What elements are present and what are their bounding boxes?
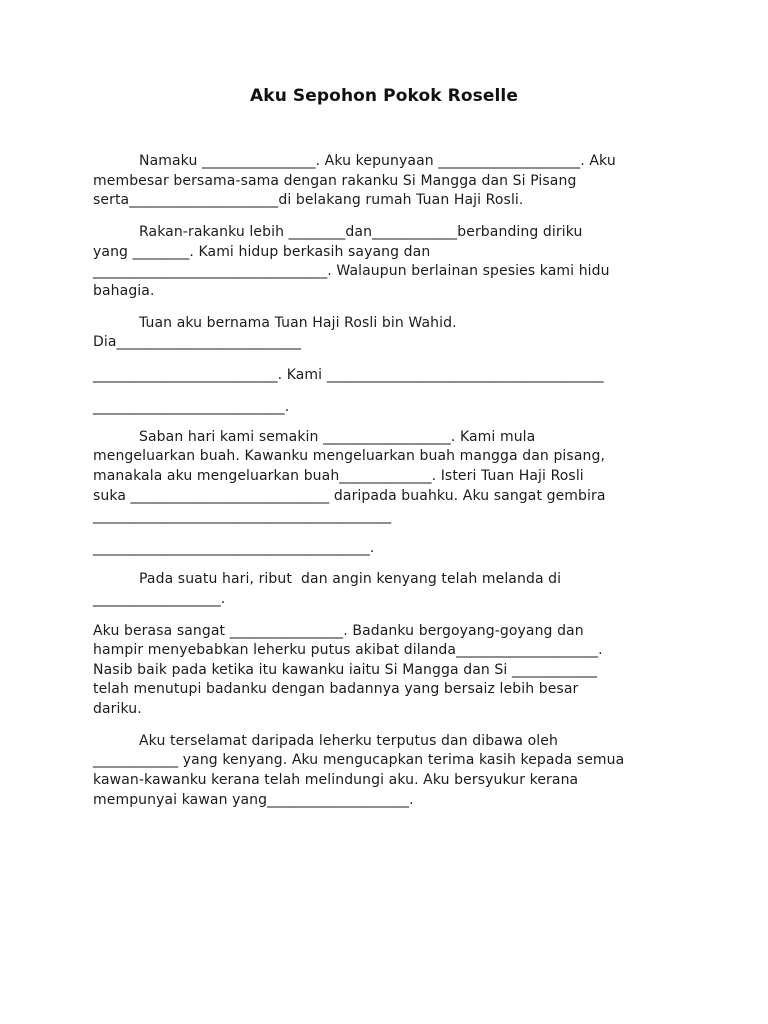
text-line: __________________. xyxy=(93,591,226,607)
text-line: Pada suatu hari, ribut dan angin kenyang telah melanda di xyxy=(139,571,562,587)
text-line: __________________________________________ xyxy=(93,508,392,524)
text-line: dariku. xyxy=(93,701,142,717)
text-line: __________________________. Kami _______________________________________ xyxy=(93,367,604,383)
text-line: Rakan-rakanku lebih ________dan____________berbanding diriku xyxy=(139,224,583,240)
text-line: kawan-kawanku kerana telah melindungi aku. Aku bersyukur kerana xyxy=(93,772,579,788)
text-line: suka ____________________________ daripada buahku. Aku sangat gembira xyxy=(93,488,606,504)
text-line: serta_____________________di belakang rumah Tuan Haji Rosli. xyxy=(93,192,524,208)
text-line: mempunyai kawan yang____________________. xyxy=(93,792,414,808)
text-line: hampir menyebabkan leherku putus akibat dilanda____________________. xyxy=(93,642,603,658)
text-line: bahagia. xyxy=(93,283,155,299)
text-line: Namaku ________________. Aku kepunyaan ____________________. Aku xyxy=(139,153,616,169)
text-line: Tuan aku bernama Tuan Haji Rosli bin Wahid. xyxy=(139,315,457,331)
text-line: Nasib baik pada ketika itu kawanku iaitu Si Mangga dan Si ____________ xyxy=(93,662,598,678)
text-line: Dia__________________________ xyxy=(93,334,302,350)
text-line: Saban hari kami semakin __________________. Kami mula xyxy=(139,429,536,445)
text-line: _________________________________. Walaupun berlainan spesies kami hidu xyxy=(93,263,610,279)
text-line: Aku berasa sangat ________________. Badanku bergoyang-goyang dan xyxy=(93,623,584,639)
text-line: ____________ yang kenyang. Aku mengucapkan terima kasih kepada semua xyxy=(93,752,625,768)
text-line: manakala aku mengeluarkan buah_____________. Isteri Tuan Haji Rosli xyxy=(93,468,584,484)
text-line: telah menutupi badanku dengan badannya yang bersaiz lebih besar xyxy=(93,681,579,697)
text-line: Aku terselamat daripada leherku terputus dan dibawa oleh xyxy=(139,733,558,749)
text-line: ___________________________. xyxy=(93,399,290,415)
text-line: yang ________. Kami hidup berkasih sayang dan xyxy=(93,244,431,260)
text-line: _______________________________________. xyxy=(93,540,375,556)
text-line: mengeluarkan buah. Kawanku mengeluarkan buah mangga dan pisang, xyxy=(93,448,606,464)
document-title: Aku Sepohon Pokok Roselle xyxy=(250,86,518,106)
text-line: membesar bersama-sama dengan rakanku Si Mangga dan Si Pisang xyxy=(93,173,577,189)
